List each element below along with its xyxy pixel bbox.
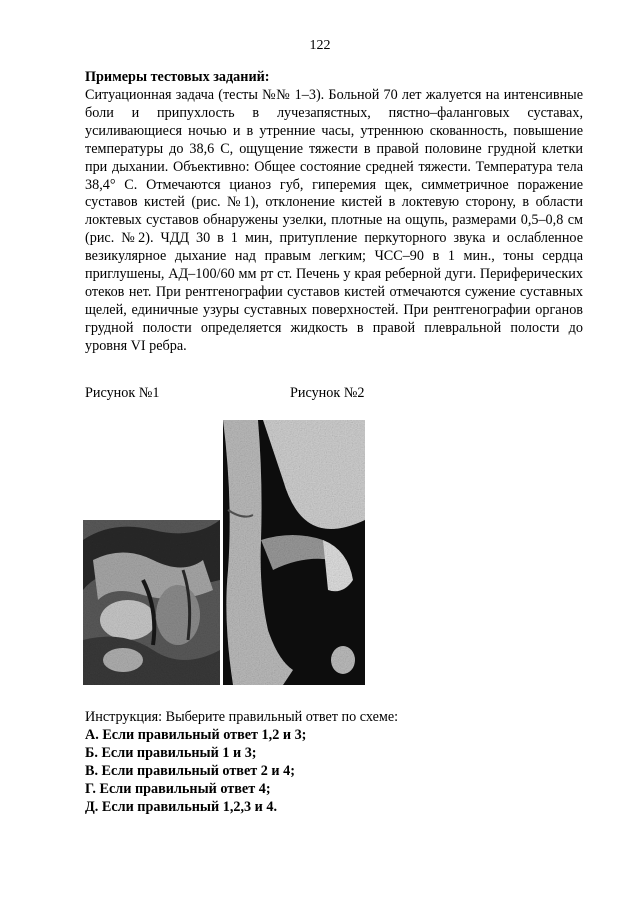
- instruction-text: Инструкция: Выберите правильный ответ по схеме:: [85, 709, 399, 725]
- page-number: 122: [309, 38, 331, 53]
- figure-2-arm-photo: [223, 420, 365, 685]
- figure-2-caption: Рисунок №2: [290, 385, 365, 401]
- answer-list: [85, 727, 583, 817]
- answer-d: Г. Если правильный ответ 4;: [85, 780, 271, 797]
- figure-1-hand-photo: [83, 520, 220, 685]
- case-text: Ситуационная задача (тесты №№ 1–3). Больной 70 лет жалуется на интенсивные боли и припухлость в лучезапястных, пястно–фаланговых суставах, усиливающиеся ночью и в утренние часы, утреннюю скованность, повышение температуры до 38,6 С, ощущение тяжести в правой половине грудной клетки при дыхании. Объективно: Общее состояние средней тяжести. Температура тела 38,4° С. Отмечаются цианоз губ, гиперемия щек, симметричное поражение суставов кистей (рис. №1), отклонение кистей в локтевую сторону, в области локтевых суставов обнаружены узелки, плотные на ощупь, размерами 0,5–0,8 см (рис. №2). ЧДД 30 в 1 мин, притупление перкуторного звука и ослабленное везикулярное дыхание над правым легким; ЧСС–90 в 1 мин., тоны сердца приглушены, АД–100/60 мм рт ст. Печень у края реберной дуги. Периферических отеков нет. При рентгенографии суставов кистей отмечаются сужение суставных щелей, единичные узуры суставных поверхностей. При рентгенографии органов грудной полости определяется жидкость в правой плевральной полости до уровня VI ребра.: [85, 87, 583, 354]
- answer-a: А. Если правильный ответ 1,2 и 3;: [85, 727, 307, 743]
- answer-b: Б. Если правильный 1 и 3;: [85, 744, 257, 761]
- answer-c: В. Если правильный ответ 2 и 4;: [85, 762, 295, 779]
- section-title: Примеры тестовых заданий:: [85, 69, 270, 85]
- answer-e: Д. Если правильный 1,2,3 и 4.: [85, 798, 278, 815]
- figure-1-caption: Рисунок №1: [85, 385, 160, 401]
